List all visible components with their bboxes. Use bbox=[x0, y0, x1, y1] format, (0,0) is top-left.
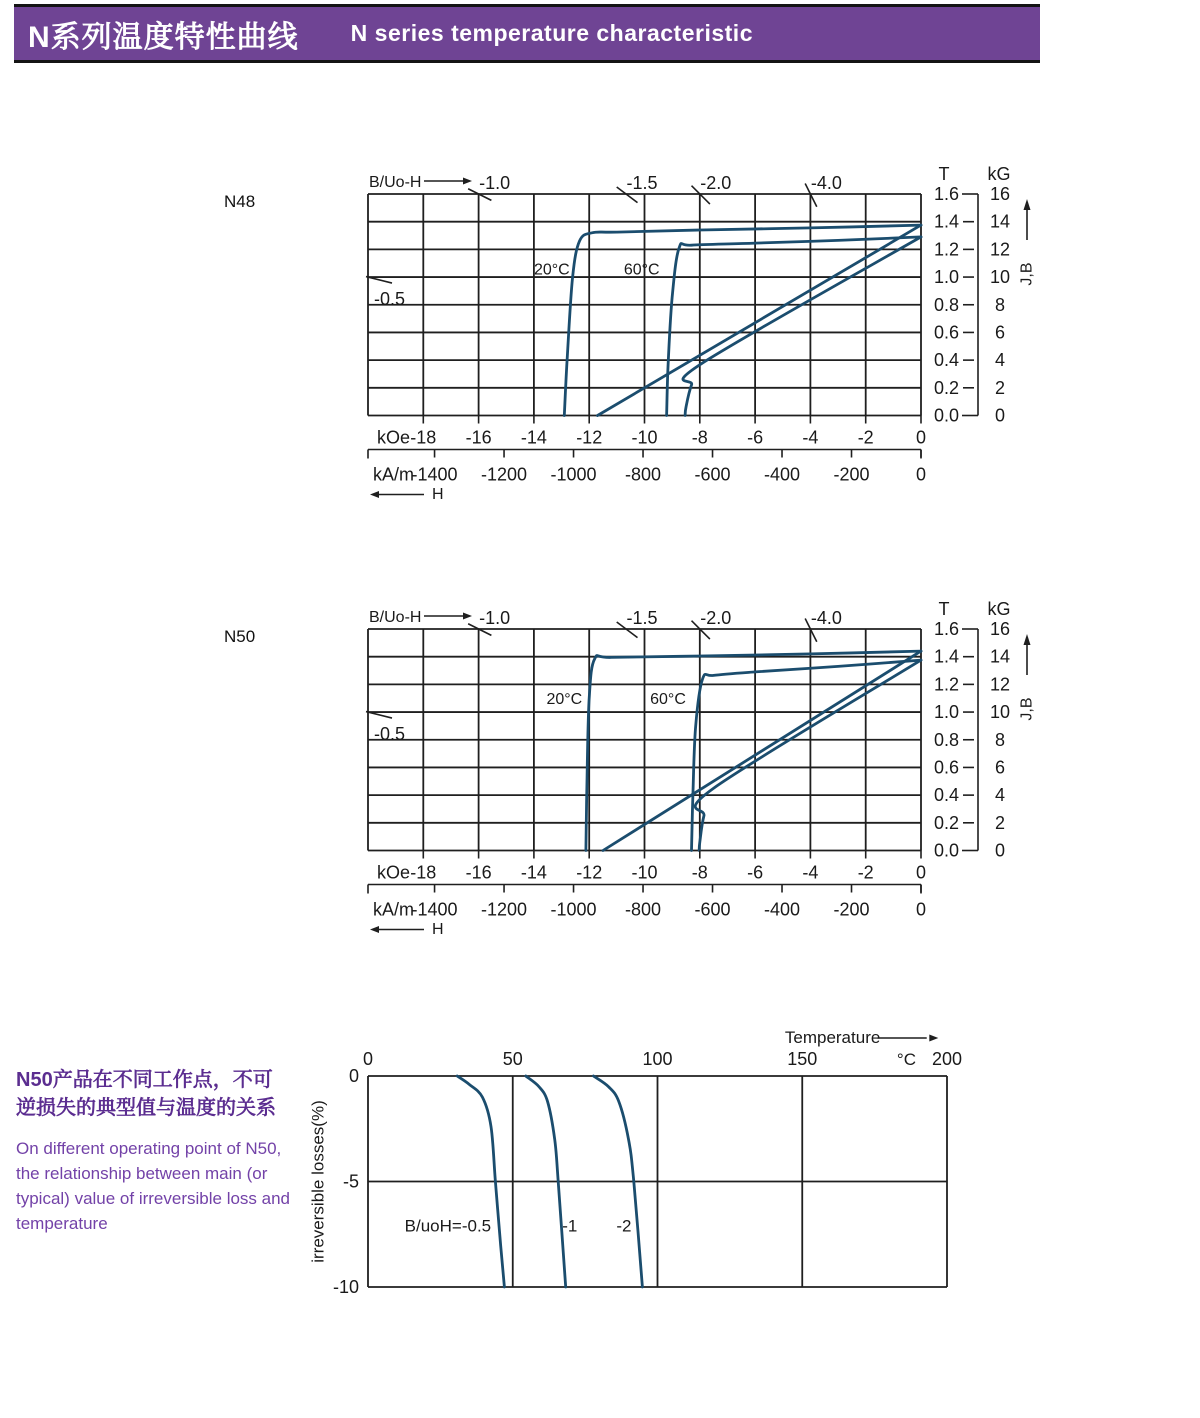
n48-temp-label: 60°C bbox=[623, 261, 660, 279]
n48-kg-header: kG bbox=[987, 164, 1011, 184]
n48-t-tick: 1.2 bbox=[933, 239, 959, 260]
grade-label-n48: N48 bbox=[224, 192, 256, 211]
grade-label-n50: N50 bbox=[224, 627, 256, 646]
loss-chart bbox=[309, 1028, 963, 1297]
n50-kg-tick: 10 bbox=[989, 702, 1011, 723]
n50-curve-B-20C bbox=[603, 651, 921, 850]
loss-y-tick: -5 bbox=[342, 1171, 359, 1192]
n48-side-load-line-label: -0.5 bbox=[374, 289, 406, 310]
n48-y-axis-title: B/Uo-H bbox=[369, 174, 422, 191]
n50-koe-tick: -14 bbox=[520, 862, 547, 883]
loss-y-tick: -10 bbox=[332, 1277, 359, 1297]
loss-x-tick: 100 bbox=[642, 1049, 673, 1069]
n48-koe-tick: -16 bbox=[465, 427, 492, 448]
loss-grid bbox=[368, 1076, 947, 1287]
n50-jb-axis-label: J,B bbox=[1018, 697, 1036, 721]
n50-t-tick: 0.2 bbox=[933, 812, 959, 833]
n50-temp-label: 20°C bbox=[546, 691, 583, 709]
n48-t-header: T bbox=[938, 164, 950, 184]
page-title-en: N series temperature characteristic bbox=[350, 20, 753, 46]
n48-kam-unit: kA/m bbox=[373, 464, 415, 485]
n48-koe-tick: -2 bbox=[857, 427, 874, 448]
n50-koe-unit: kOe bbox=[377, 862, 411, 883]
n50-load-line-label: -2.0 bbox=[700, 608, 732, 628]
n48-kam-tick: -600 bbox=[694, 464, 731, 485]
n48-kg-tick: 16 bbox=[989, 184, 1011, 204]
n50-curves bbox=[586, 651, 921, 850]
n50-koe-tick: -16 bbox=[465, 862, 492, 883]
n48-kg-tick: 4 bbox=[994, 350, 1006, 371]
n48-t-tick: 0.8 bbox=[933, 294, 959, 315]
n48-temp-label: 20°C bbox=[533, 261, 570, 279]
note-block bbox=[16, 1066, 321, 1236]
page-title-zh: N系列温度特性曲线 bbox=[28, 20, 299, 54]
n50-load-line-label: -1.5 bbox=[626, 608, 658, 628]
bh-chart-n48 bbox=[366, 164, 1036, 503]
n48-kam-tick: -1200 bbox=[481, 464, 528, 485]
n50-kam-tick: -1000 bbox=[550, 899, 597, 920]
n50-kam-tick: -600 bbox=[694, 899, 731, 920]
n50-koe-tick: 0 bbox=[915, 862, 927, 883]
n50-kam-tick: -1200 bbox=[481, 899, 528, 920]
loss-x-title: Temperature bbox=[784, 1028, 881, 1047]
n50-t-header: T bbox=[938, 599, 950, 619]
n50-koe-tick: -8 bbox=[691, 862, 708, 883]
n50-t-tick: 0.8 bbox=[933, 729, 959, 750]
n48-t-tick: 0.0 bbox=[933, 405, 959, 426]
n48-koe-tick: -10 bbox=[631, 427, 658, 448]
n48-load-line-label: -4.0 bbox=[810, 173, 842, 193]
n50-kam-tick: -800 bbox=[625, 899, 662, 920]
n48-koe-tick: -14 bbox=[520, 427, 547, 448]
n48-koe-tick: -12 bbox=[576, 427, 603, 448]
n50-kam-unit: kA/m bbox=[373, 899, 415, 920]
n50-koe-tick: -10 bbox=[631, 862, 658, 883]
note-text-en: On different operating point of N50, the relationship between main (or typical) value of irreversible loss and temperature bbox=[16, 1139, 291, 1233]
n50-koe-tick: -2 bbox=[857, 862, 874, 883]
loss-curve-label: B/uoH=-0.5 bbox=[404, 1216, 492, 1236]
loss-curve-label: -2 bbox=[616, 1216, 632, 1236]
n50-koe-tick: -4 bbox=[802, 862, 819, 883]
n48-kam-tick: -1000 bbox=[550, 464, 597, 485]
n50-t-tick: 1.0 bbox=[933, 702, 959, 723]
n50-kg-tick: 4 bbox=[994, 785, 1006, 806]
n50-side-load-line-label: -0.5 bbox=[374, 724, 406, 745]
n48-t-tick: 0.2 bbox=[933, 377, 959, 398]
n50-load-line-label: -4.0 bbox=[810, 608, 842, 628]
n50-t-tick: 0.4 bbox=[933, 785, 959, 806]
n50-kam-tick: -200 bbox=[833, 899, 870, 920]
n50-kam-tick: 0 bbox=[915, 899, 927, 920]
n50-kg-tick: 16 bbox=[989, 619, 1011, 639]
n48-kg-tick: 6 bbox=[994, 322, 1006, 343]
loss-x-tick: 150 bbox=[787, 1049, 818, 1069]
n48-kam-tick: -400 bbox=[763, 464, 801, 485]
n48-koe-tick: 0 bbox=[915, 427, 927, 448]
n48-t-tick: 0.4 bbox=[933, 350, 959, 371]
n48-kg-tick: 10 bbox=[989, 267, 1011, 288]
note-text-zh: N50产品在不同工作点，不可 逆损失的典型值与温度的关系 bbox=[16, 1069, 276, 1119]
n48-kam-tick: -200 bbox=[833, 464, 870, 485]
n48-t-tick: 1.4 bbox=[933, 211, 959, 232]
n48-koe-tick: -4 bbox=[802, 427, 819, 448]
n50-koe-tick: -6 bbox=[747, 862, 764, 883]
n48-kg-tick: 2 bbox=[994, 377, 1006, 398]
n48-kg-tick: 14 bbox=[989, 211, 1011, 232]
n50-kg-tick: 0 bbox=[994, 840, 1006, 861]
n50-y-axis-title: B/Uo-H bbox=[369, 609, 422, 626]
n48-load-line-label: -2.0 bbox=[700, 173, 732, 193]
n50-koe-tick: -12 bbox=[576, 862, 603, 883]
loss-x-tick: 50 bbox=[502, 1049, 523, 1069]
n48-jb-axis-label: J,B bbox=[1018, 262, 1036, 286]
n50-load-line-label: -1.0 bbox=[479, 608, 511, 628]
n50-temp-label: 60°C bbox=[650, 691, 686, 709]
loss-x-tick: 0 bbox=[362, 1049, 374, 1069]
n48-h-arrow-label: H bbox=[432, 486, 444, 503]
n48-t-tick: 1.6 bbox=[933, 184, 959, 204]
n48-t-tick: 1.0 bbox=[933, 267, 959, 288]
n50-kg-tick: 8 bbox=[994, 729, 1006, 750]
loss-y-tick: 0 bbox=[348, 1066, 359, 1086]
n50-koe-tick: -18 bbox=[410, 862, 437, 883]
n50-grid bbox=[368, 629, 921, 851]
n50-t-tick: 1.2 bbox=[933, 674, 959, 695]
loss-x-tick: 200 bbox=[931, 1049, 963, 1069]
n50-kg-tick: 6 bbox=[994, 757, 1006, 778]
n48-kg-tick: 8 bbox=[994, 294, 1006, 315]
n48-koe-tick: -18 bbox=[410, 427, 437, 448]
n50-kg-tick: 12 bbox=[989, 674, 1011, 695]
n50-t-tick: 1.4 bbox=[933, 646, 959, 667]
n50-t-tick: 1.6 bbox=[933, 619, 959, 639]
bh-chart-n50 bbox=[366, 599, 1036, 938]
loss-y-title: irreversible losses(%) bbox=[308, 1100, 328, 1263]
n50-kam-tick: -400 bbox=[763, 899, 801, 920]
n48-kam-tick: -1400 bbox=[411, 464, 458, 485]
n48-kam-tick: 0 bbox=[915, 464, 927, 485]
n50-t-tick: 0.6 bbox=[933, 757, 959, 778]
n48-kg-tick: 12 bbox=[989, 239, 1011, 260]
n48-load-line-label: -1.5 bbox=[626, 173, 658, 193]
n50-t-tick: 0.0 bbox=[933, 840, 959, 861]
n48-t-tick: 0.6 bbox=[933, 322, 959, 343]
n48-kg-tick: 0 bbox=[994, 405, 1006, 426]
n48-koe-unit: kOe bbox=[377, 427, 411, 448]
n48-koe-tick: -8 bbox=[691, 427, 708, 448]
loss-curve-label: -1 bbox=[562, 1216, 578, 1236]
n48-kam-tick: -800 bbox=[625, 464, 662, 485]
n48-koe-tick: -6 bbox=[747, 427, 764, 448]
n50-kg-tick: 2 bbox=[994, 812, 1006, 833]
loss-x-unit: °C bbox=[896, 1050, 917, 1069]
n50-kg-header: kG bbox=[987, 599, 1011, 619]
n50-h-arrow-label: H bbox=[432, 921, 444, 938]
n50-kam-tick: -1400 bbox=[411, 899, 458, 920]
n48-load-line-label: -1.0 bbox=[479, 173, 511, 193]
n50-kg-tick: 14 bbox=[989, 646, 1011, 667]
